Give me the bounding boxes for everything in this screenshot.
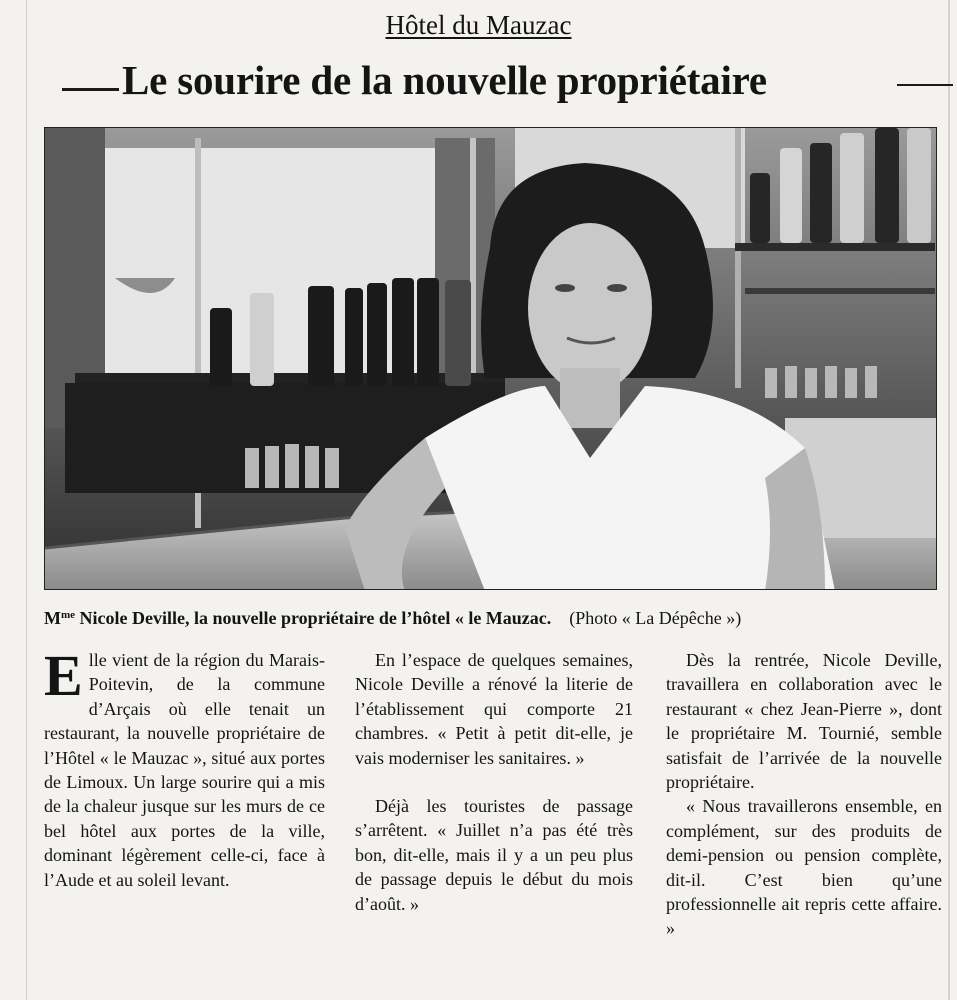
article-paragraph xyxy=(44,643,325,892)
photo-credit: (Photo « La Dépêche ») xyxy=(569,608,742,628)
drop-cap: E xyxy=(44,643,83,708)
article-paragraph: Dès la rentrée, Nicole Deville, travaillera en collaboration avec le restaurant « chez Jean-Pierre », dont le propriétaire M. Tournié, semble satisfait de l’arrivée de la nouvelle propriétaire. xyxy=(666,650,942,793)
caption-text: Nicole Deville, la nouvelle propriétaire de l’hôtel « le Mauzac. xyxy=(75,608,552,628)
section-kicker xyxy=(0,9,957,41)
headline: Le sourire de la nouvelle propriétaire xyxy=(122,57,767,103)
photo-caption xyxy=(44,603,944,630)
kicker-text: Hôtel du Mauzac xyxy=(385,10,572,40)
caption-prefix: M xyxy=(44,608,61,628)
article-column-3 xyxy=(666,648,942,941)
article-column-1 xyxy=(44,643,325,892)
paragraph-text: lle vient de la région du Marais-Poitevin, de la commune d’Arçais où elle tenait un restaurant, la nouvelle propriétaire de l’Hôtel « le Mauzac », situé aux portes de Limoux. Un large sourire qui a mis de la chaleur jusque sur les murs de ce bel hôtel aux portes de la ville, dominant légèrement celle-ci, face à l’Aude et au soleil levant. xyxy=(44,650,325,890)
article-column-2 xyxy=(355,648,633,916)
article-paragraph: Déjà les touristes de passage s’arrêtent. « Juillet n’a pas été très bon, dit-elle, mais il y a un peu plus de passage depuis le début du mois d’août. » xyxy=(355,796,633,914)
article-photo xyxy=(44,127,937,590)
scan-edge xyxy=(26,0,27,1000)
article-paragraph: En l’espace de quelques semaines, Nicole Deville a rénové la literie de l’établissement qui comporte 21 chambres. « Petit à petit dit-elle, je vais moderniser les sanitaires. » xyxy=(355,650,633,768)
photo-illustration xyxy=(45,128,937,590)
article-paragraph: « Nous travaillerons ensemble, en complément, sur des produits de demi-pension ou pension complète, dit-il. C’est bien qu’une professionnelle ait repris cette affaire. » xyxy=(666,796,942,939)
scan-edge xyxy=(948,0,950,1000)
caption-prefix-sup: me xyxy=(61,609,76,621)
margin-mark xyxy=(897,84,953,86)
headline-dash xyxy=(62,88,119,91)
